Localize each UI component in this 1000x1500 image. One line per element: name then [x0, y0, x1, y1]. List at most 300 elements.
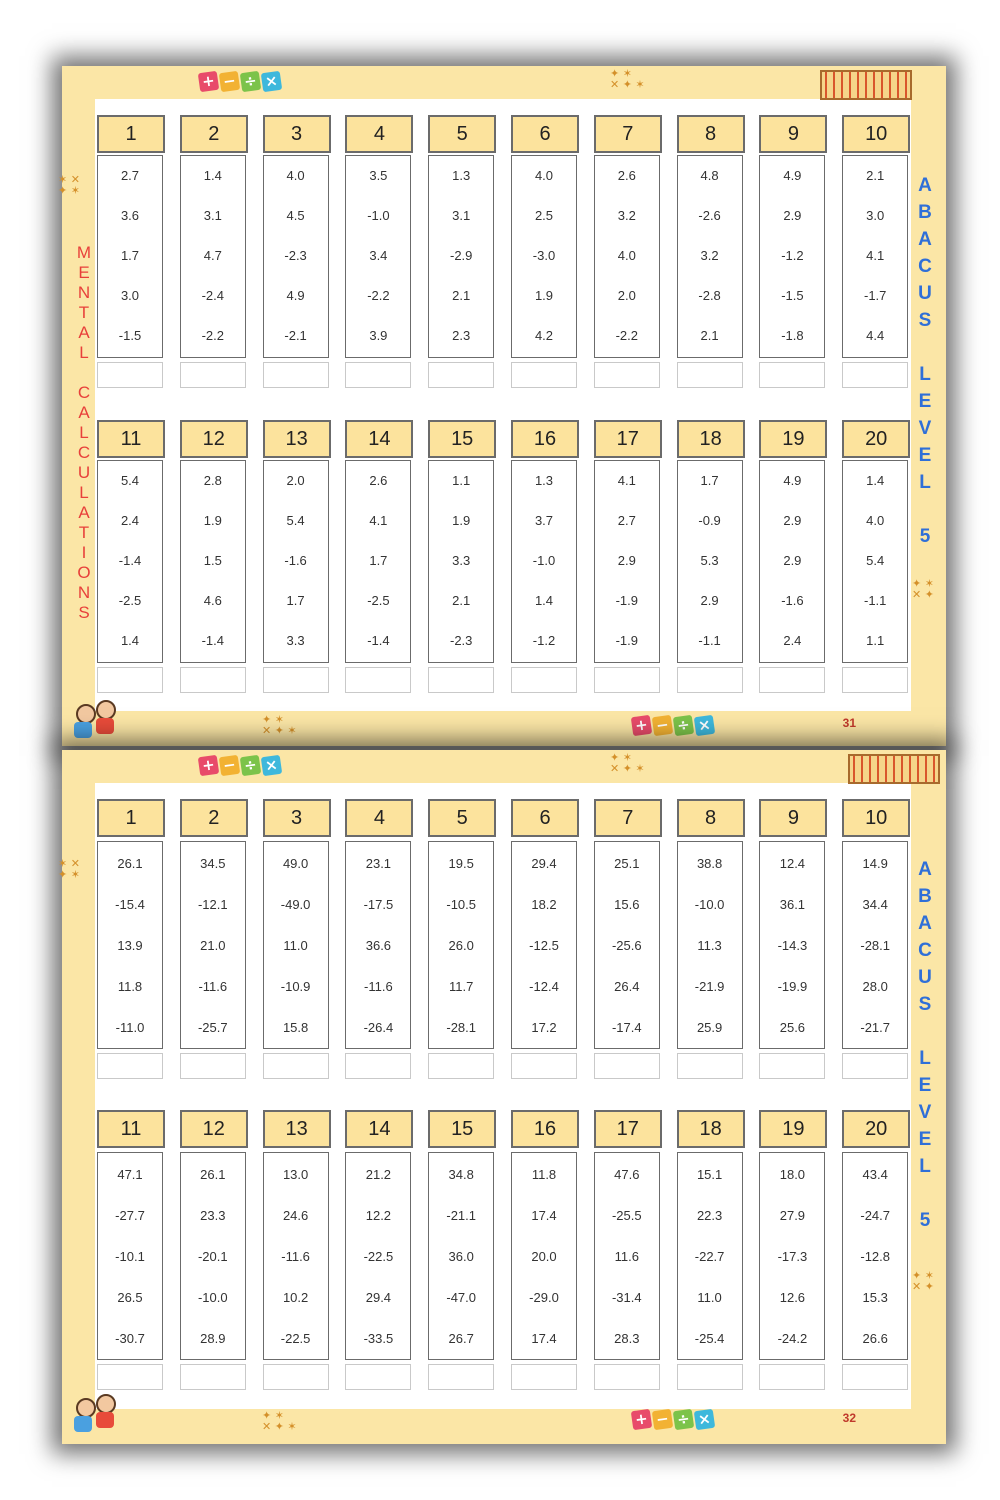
addend-value: 11.0 [697, 1290, 722, 1305]
operator-symbol-icon: ÷ [240, 71, 261, 92]
addend-value: -25.6 [611, 938, 642, 953]
addend-value: -33.5 [363, 1331, 394, 1346]
addend-value: -17.4 [611, 1020, 642, 1035]
addend-value: -1.8 [781, 328, 804, 343]
numbers-box [677, 155, 743, 358]
numbers-box [677, 460, 743, 663]
numbers-box [180, 1152, 246, 1360]
addend-value: 3.7 [534, 513, 554, 528]
abacus-level-title [914, 860, 936, 1238]
sparkle-icon: ✦ ✶ ✕ ✦ ✶ [262, 713, 297, 737]
question-number: 9 [759, 799, 827, 837]
numbers-box [511, 460, 577, 663]
addend-value: -20.1 [197, 1249, 228, 1264]
answer-box[interactable] [594, 362, 660, 388]
addend-value: -27.7 [115, 1208, 145, 1223]
addend-value: 4.2 [534, 328, 554, 343]
addend-value: 5.4 [120, 473, 140, 488]
question-number: 12 [180, 1110, 248, 1148]
addend-value: 1.4 [866, 473, 885, 488]
addend-value: 34.8 [448, 1167, 474, 1182]
addend-value: -10.0 [694, 897, 725, 912]
addend-value: -2.2 [615, 328, 638, 343]
title-letter: L [919, 1156, 931, 1177]
numbers-box [345, 1152, 411, 1360]
numbers-box [842, 155, 908, 358]
title-letter: U [918, 967, 932, 988]
addend-value: 26.0 [448, 938, 474, 953]
addend-value: 2.8 [203, 473, 222, 488]
addend-value: -0.9 [698, 513, 721, 528]
addend-value: 29.4 [365, 1290, 392, 1305]
title-letter: O [77, 563, 91, 582]
addend-value: 1.9 [452, 513, 471, 528]
numbers-box [180, 155, 246, 358]
addend-value: -21.9 [694, 979, 725, 994]
answer-box[interactable] [428, 1053, 494, 1079]
title-letter: S [918, 310, 932, 331]
addend-value: -1.4 [367, 633, 390, 648]
addend-value: -10.1 [115, 1249, 145, 1264]
addend-value: 1.7 [120, 248, 140, 263]
numbers-box [677, 841, 743, 1049]
question-number: 3 [263, 799, 331, 837]
addend-value: -2.1 [284, 328, 307, 343]
page-number: 32 [842, 1411, 856, 1425]
title-letter [914, 500, 936, 527]
addend-value: 2.7 [617, 513, 636, 528]
title-letter: U [77, 463, 91, 482]
addend-value: -2.3 [449, 633, 473, 648]
operator-symbol-icon: + [198, 71, 219, 92]
addend-value: 43.4 [862, 1167, 888, 1182]
title-letter [914, 1184, 936, 1211]
addend-value: 1.4 [203, 168, 222, 183]
addend-value: 36.0 [448, 1249, 474, 1264]
addend-value: 3.2 [617, 208, 636, 223]
addend-value: -17.5 [363, 897, 394, 912]
question-number: 19 [759, 1110, 827, 1148]
addend-value: -12.1 [197, 897, 228, 912]
addend-value: -1.2 [781, 248, 804, 263]
question-number: 10 [842, 799, 910, 837]
answer-box[interactable] [263, 1364, 329, 1390]
answer-box[interactable] [759, 1364, 825, 1390]
addend-value: -2.4 [201, 288, 224, 303]
question-number: 12 [180, 420, 248, 458]
numbers-box [511, 155, 577, 358]
answer-box[interactable] [759, 362, 825, 388]
numbers-box [759, 1152, 825, 1360]
question-number: 7 [594, 115, 662, 153]
operator-symbol-icon: + [631, 1409, 652, 1430]
sparkle-icon: ✦ ✶ ✕ ✦ [912, 577, 934, 601]
addend-value: 2.0 [617, 288, 636, 303]
addend-value: 15.3 [862, 1290, 888, 1305]
worksheet-content [95, 99, 911, 711]
addend-value: -1.7 [863, 288, 887, 303]
sparkle-icon: ✦ ✶ ✕ ✦ [912, 1269, 934, 1293]
addend-value: 3.2 [700, 248, 719, 263]
addend-value: 1.9 [534, 288, 554, 303]
answer-box[interactable] [263, 667, 329, 693]
numbers-box [263, 155, 329, 358]
addend-value: 2.1 [452, 288, 471, 303]
addend-value: 3.0 [120, 288, 140, 303]
answer-box[interactable] [180, 667, 246, 693]
addend-value: 1.4 [120, 633, 140, 648]
numbers-box [345, 841, 411, 1049]
question-number: 9 [759, 115, 827, 153]
addend-value: 4.1 [866, 248, 885, 263]
title-letter: C [918, 256, 932, 277]
addend-value: -25.5 [611, 1208, 642, 1223]
title-letter: V [918, 418, 932, 439]
operator-symbol-icon: × [261, 71, 282, 92]
addend-value: -26.4 [363, 1020, 394, 1035]
addend-value: 3.3 [452, 553, 471, 568]
addend-value: -2.3 [284, 248, 307, 263]
title-letter: E [918, 391, 932, 412]
answer-box[interactable] [594, 1053, 660, 1079]
numbers-box [842, 460, 908, 663]
operator-symbol-icon: ÷ [673, 1409, 694, 1430]
question-number: 6 [511, 799, 579, 837]
addend-value: 18.0 [779, 1167, 806, 1182]
answer-box[interactable] [180, 362, 246, 388]
answer-box[interactable] [759, 1053, 825, 1079]
addend-value: 2.9 [700, 593, 719, 608]
title-letter: A [78, 323, 90, 342]
kids-with-abacus-icon [68, 700, 138, 740]
answer-box[interactable] [842, 362, 908, 388]
addend-value: -1.4 [118, 553, 142, 568]
addend-value: 3.3 [286, 633, 305, 648]
question-number: 15 [428, 1110, 496, 1148]
addend-value: 21.2 [365, 1167, 392, 1182]
addend-value: 34.5 [200, 856, 226, 871]
title-letter: 5 [919, 1210, 931, 1231]
numbers-box [428, 841, 494, 1049]
answer-box[interactable] [428, 1364, 494, 1390]
operator-symbol-icon: ÷ [673, 715, 694, 736]
addend-value: 11.8 [117, 979, 143, 994]
numbers-box [511, 841, 577, 1049]
title-letter [914, 338, 936, 365]
title-letter: L [79, 423, 89, 442]
addend-value: 27.9 [779, 1208, 806, 1223]
addend-value: 12.4 [779, 856, 806, 871]
addend-value: -11.6 [198, 979, 228, 994]
title-letter: T [78, 523, 90, 542]
answer-box[interactable] [97, 362, 163, 388]
title-letter: A [918, 175, 932, 196]
addend-value: 1.3 [534, 473, 554, 488]
addend-value: 3.9 [369, 328, 388, 343]
addend-value: -1.9 [615, 593, 638, 608]
addend-value: -22.7 [694, 1249, 725, 1264]
answer-box[interactable] [511, 1053, 577, 1079]
addend-value: 1.7 [369, 553, 388, 568]
answer-box[interactable] [263, 1053, 329, 1079]
addend-value: 29.4 [531, 856, 557, 871]
question-number: 2 [180, 799, 248, 837]
addend-value: 5.4 [286, 513, 305, 528]
title-letter: C [77, 443, 91, 462]
title-letter: E [78, 263, 90, 282]
addend-value: 3.4 [369, 248, 388, 263]
addend-value: 4.5 [286, 208, 305, 223]
question-number: 4 [345, 115, 413, 153]
addend-value: 5.3 [700, 553, 719, 568]
question-number: 18 [677, 1110, 745, 1148]
addend-value: -22.5 [280, 1331, 311, 1346]
addend-value: 28.3 [614, 1331, 640, 1346]
addend-value: 4.7 [203, 248, 222, 263]
addend-value: 11.7 [449, 979, 474, 994]
worksheet-page-32 [58, 750, 946, 1444]
addend-value: 20.0 [531, 1249, 557, 1264]
numbers-box [594, 841, 660, 1049]
addend-value: 4.8 [700, 168, 719, 183]
title-letter: N [77, 583, 91, 602]
question-number: 7 [594, 799, 662, 837]
addend-value: 12.2 [365, 1208, 392, 1223]
addend-value: -28.1 [860, 938, 890, 953]
addend-value: -24.7 [860, 1208, 890, 1223]
title-letter [914, 1022, 936, 1049]
answer-box[interactable] [842, 1053, 908, 1079]
answer-box[interactable] [759, 667, 825, 693]
addend-value: 4.6 [203, 593, 222, 608]
addend-value: 38.8 [696, 856, 723, 871]
answer-box[interactable] [97, 667, 163, 693]
answer-box[interactable] [97, 1364, 163, 1390]
addend-value: 17.4 [531, 1331, 557, 1346]
title-letter: U [918, 283, 932, 304]
addend-value: 11.3 [697, 938, 722, 953]
addend-value: 1.3 [452, 168, 471, 183]
addend-value: -49.0 [280, 897, 311, 912]
title-letter: A [918, 859, 932, 880]
addend-value: 11.0 [283, 938, 308, 953]
question-number: 3 [263, 115, 331, 153]
addend-value: 22.3 [696, 1208, 723, 1223]
numbers-box [759, 155, 825, 358]
addend-value: 11.6 [614, 1249, 639, 1264]
addend-value: 34.4 [862, 897, 888, 912]
answer-box[interactable] [511, 1364, 577, 1390]
question-number: 11 [97, 1110, 165, 1148]
answer-box[interactable] [180, 1053, 246, 1079]
addend-value: 2.9 [783, 208, 802, 223]
title-letter: V [918, 1102, 932, 1123]
operator-symbol-icon: + [631, 715, 652, 736]
answer-box[interactable] [97, 1053, 163, 1079]
addend-value: 13.9 [117, 938, 143, 953]
operator-symbol-icon: − [219, 755, 240, 776]
addend-value: 2.1 [866, 168, 885, 183]
title-letter: L [79, 343, 89, 362]
addend-value: 47.6 [614, 1167, 640, 1182]
addend-value: -1.6 [284, 553, 307, 568]
addend-value: 4.9 [783, 168, 802, 183]
answer-box[interactable] [511, 667, 577, 693]
answer-box[interactable] [428, 362, 494, 388]
operators-icon [632, 716, 714, 735]
addend-value: 2.3 [452, 328, 471, 343]
operator-symbol-icon: + [198, 755, 219, 776]
addend-value: -1.1 [863, 593, 887, 608]
addend-value: 26.1 [200, 1167, 226, 1182]
addend-value: 2.0 [286, 473, 305, 488]
addend-value: -1.2 [532, 633, 556, 648]
answer-box[interactable] [180, 1364, 246, 1390]
question-number: 11 [97, 420, 165, 458]
abacus-icon [848, 754, 940, 784]
numbers-box [511, 1152, 577, 1360]
mental-calculations-title [74, 244, 94, 624]
addend-value: 18.2 [531, 897, 557, 912]
addend-value: 1.7 [286, 593, 305, 608]
addend-value: -2.2 [201, 328, 224, 343]
numbers-box [263, 841, 329, 1049]
addend-value: 26.7 [448, 1331, 474, 1346]
addend-value: -10.0 [197, 1290, 228, 1305]
addend-value: -21.1 [446, 1208, 476, 1223]
addend-value: -47.0 [446, 1290, 476, 1305]
addend-value: -3.0 [532, 248, 556, 263]
addend-value: 47.1 [117, 1167, 143, 1182]
question-number: 4 [345, 799, 413, 837]
numbers-box [97, 841, 163, 1049]
addend-value: -12.5 [529, 938, 559, 953]
addend-value: 1.4 [534, 593, 554, 608]
title-letter: T [78, 303, 90, 322]
sparkle-icon: ✦ ✶ ✕ ✦ ✶ [610, 67, 645, 91]
answer-box[interactable] [345, 667, 411, 693]
title-letter: L [919, 1048, 931, 1069]
operator-symbol-icon: × [694, 715, 715, 736]
title-letter: M [76, 243, 92, 262]
title-letter: A [918, 229, 932, 250]
addend-value: -2.8 [698, 288, 721, 303]
question-number: 17 [594, 420, 662, 458]
operators-icon [632, 1410, 714, 1429]
operator-symbol-icon: − [219, 71, 240, 92]
answer-box[interactable] [842, 667, 908, 693]
addend-value: -14.3 [777, 938, 808, 953]
answer-box[interactable] [594, 667, 660, 693]
addend-value: 3.5 [369, 168, 388, 183]
numbers-box [842, 841, 908, 1049]
answer-box[interactable] [345, 1364, 411, 1390]
addend-value: 25.1 [614, 856, 640, 871]
addend-value: 23.3 [200, 1208, 226, 1223]
numbers-box [428, 1152, 494, 1360]
numbers-box [677, 1152, 743, 1360]
addend-value: -28.1 [446, 1020, 476, 1035]
addend-value: 1.1 [452, 473, 471, 488]
addend-value: 15.1 [696, 1167, 723, 1182]
numbers-box [180, 460, 246, 663]
answer-box[interactable] [511, 362, 577, 388]
answer-box[interactable] [677, 362, 743, 388]
answer-box[interactable] [677, 1364, 743, 1390]
addend-value: -31.4 [611, 1290, 642, 1305]
title-letter: B [918, 202, 932, 223]
numbers-box [97, 1152, 163, 1360]
answer-box[interactable] [842, 1364, 908, 1390]
question-number: 10 [842, 115, 910, 153]
addend-value: 24.6 [282, 1208, 309, 1223]
question-number: 5 [428, 115, 496, 153]
question-number: 20 [842, 1110, 910, 1148]
answer-box[interactable] [345, 1053, 411, 1079]
worksheet-content [95, 783, 911, 1409]
addend-value: -17.3 [777, 1249, 808, 1264]
numbers-box [345, 460, 411, 663]
addend-value: 21.0 [200, 938, 226, 953]
question-number: 8 [677, 115, 745, 153]
addend-value: 4.0 [617, 248, 636, 263]
numbers-box [97, 460, 163, 663]
addend-value: -1.6 [781, 593, 804, 608]
addend-value: 25.9 [696, 1020, 723, 1035]
addend-value: 49.0 [282, 856, 309, 871]
numbers-box [97, 155, 163, 358]
question-number: 13 [263, 1110, 331, 1148]
addend-value: -22.5 [363, 1249, 394, 1264]
question-number: 1 [97, 115, 165, 153]
addend-value: 1.5 [203, 553, 222, 568]
title-letter [74, 364, 94, 384]
answer-box[interactable] [428, 667, 494, 693]
sparkle-icon: ✶ ✕ ✦ ✶ [58, 857, 80, 881]
title-letter: E [918, 445, 932, 466]
numbers-box [428, 460, 494, 663]
question-number: 8 [677, 799, 745, 837]
addend-value: 4.9 [286, 288, 305, 303]
addend-value: -15.4 [115, 897, 145, 912]
answer-box[interactable] [594, 1364, 660, 1390]
addend-value: -24.2 [777, 1331, 808, 1346]
answer-box[interactable] [263, 362, 329, 388]
addend-value: 19.5 [448, 856, 474, 871]
answer-box[interactable] [345, 362, 411, 388]
addend-value: 2.1 [700, 328, 719, 343]
addend-value: 17.2 [531, 1020, 557, 1035]
kids-with-abacus-icon [68, 1394, 138, 1434]
answer-box[interactable] [677, 667, 743, 693]
addend-value: -1.0 [532, 553, 556, 568]
addend-value: -1.0 [367, 208, 390, 223]
addend-value: -11.0 [115, 1020, 145, 1035]
operators-icon [199, 72, 281, 91]
question-number: 20 [842, 420, 910, 458]
addend-value: 4.1 [617, 473, 636, 488]
addend-value: 28.9 [200, 1331, 226, 1346]
question-number: 18 [677, 420, 745, 458]
numbers-box [428, 155, 494, 358]
answer-box[interactable] [677, 1053, 743, 1079]
title-letter: I [81, 543, 87, 562]
addend-value: 26.6 [862, 1331, 888, 1346]
addend-value: 15.8 [282, 1020, 309, 1035]
operator-symbol-icon: − [652, 715, 673, 736]
title-letter: S [918, 994, 932, 1015]
addend-value: -2.9 [449, 248, 473, 263]
